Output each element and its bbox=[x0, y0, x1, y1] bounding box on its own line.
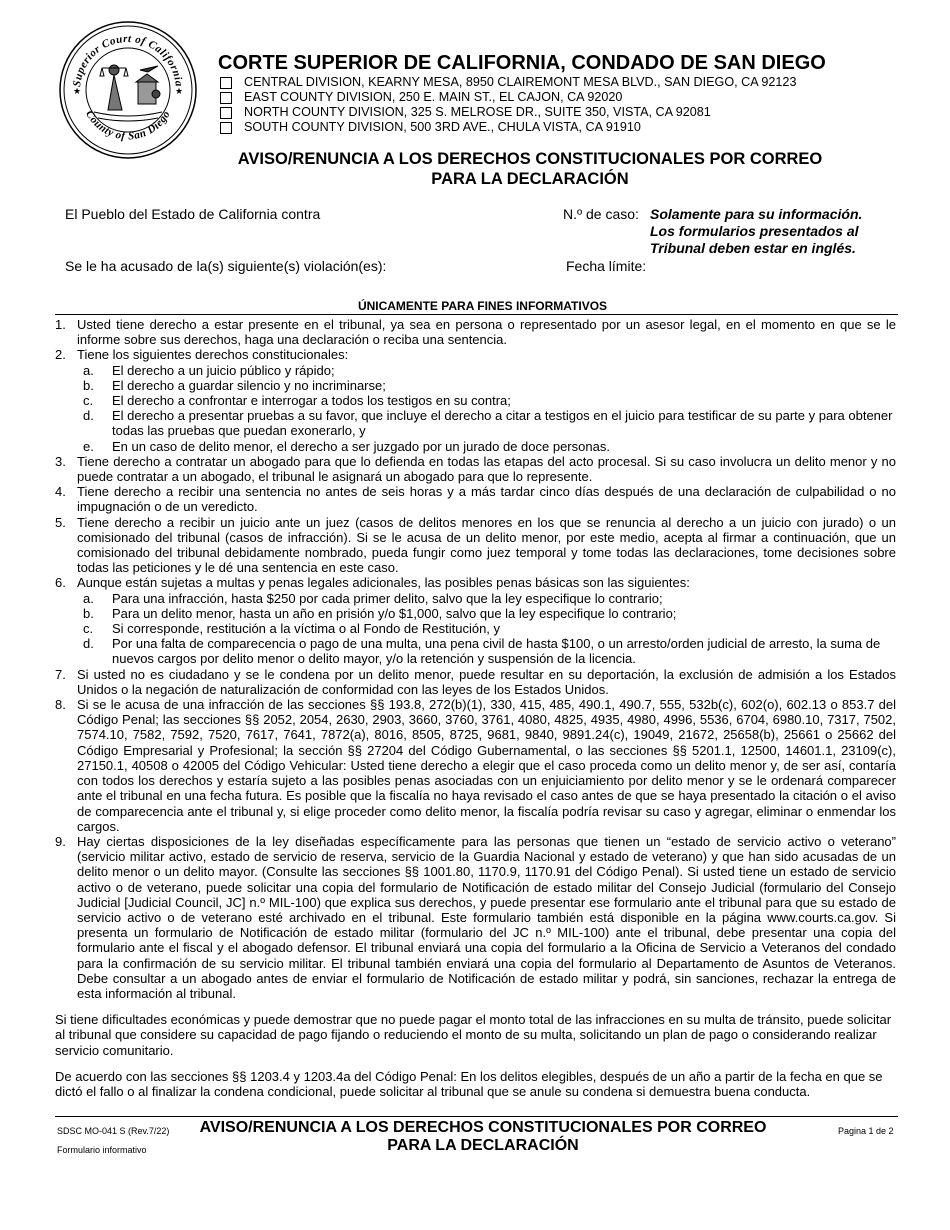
form-title bbox=[210, 149, 850, 189]
seal-illustration bbox=[94, 65, 162, 121]
item-letter: a. bbox=[83, 362, 94, 378]
item-text: Si usted no es ciudadano y se le condena por un delito menor, puede resultar en su deportación, la exclusión de admisión a los Estados Unidos o la negación de naturalización de conformidad con las leyes de los Estados Unidos. bbox=[77, 666, 896, 697]
item-text: Tiene los siguientes derechos constitucionales: bbox=[77, 347, 349, 363]
item-text: El derecho a presentar pruebas a su favor, que incluye el derecho a citar a testigos en el juicio para testificar de su parte y para obtener todas las pruebas que puedan exonerarlo, y bbox=[112, 408, 893, 439]
rights-list bbox=[55, 317, 896, 1099]
case-number-note bbox=[650, 206, 862, 257]
list-item bbox=[55, 317, 896, 347]
item-letter: e. bbox=[83, 438, 94, 454]
item-letter: b. bbox=[83, 377, 94, 393]
division-label: CENTRAL DIVISION, KEARNY MESA, 8950 CLAIREMONT MESA BLVD., SAN DIEGO, CA 92123 bbox=[244, 75, 797, 89]
item-text: Hay ciertas disposiciones de la ley diseñadas específicamente para las personas que tienen un “estado de servicio activo o veterano” (servicio militar activo, estado de servicio de reserva, servicio de la Guardia Nacional y estado de veterano) y que han sido acusadas de un delito menor o un delito mayor. (Consulte las secciones §§ 1001.80, 1170.9, 1170.91 del Código Penal). Si usted tiene un estado de servicio activo o de veterano, puede solicitar una copia del formulario de Notificación de estado militar del Consejo Judicial (formulario del Consejo Judicial [Judicial Council, JC] n.º MIL-100) que explica sus derechos, y puede presentar ese formulario ante el tribunal para que su estado de servicio activo o de veterano esté archivado en el tribunal. Este formulario también está disponible en la página www.courts.ca.gov. Si presenta un formulario de Notificación de estado militar (formulario del JC n.º MIL-100) ante el tribunal, debe presentar una copia del formulario ante el fiscal y el abogado defensor. El tribunal enviará una copia del formulario a la Oficina de Servicio a Veteranos del condado para la confirmación de su servicio militar. El tribunal también enviará una copia del formulario al Departamento de Asuntos de Veteranos. Debe consultar a un abogado antes de enviar el formulario de Notificación de estado militar y podrá, sin sanciones, rechazar la entrega de esta información al tribunal. bbox=[77, 833, 896, 1001]
svg-text:★: ★ bbox=[72, 87, 82, 97]
item-text: Usted tiene derecho a estar presente en el tribunal, ya sea en persona o representado por un asesor legal, en el momento en que se le informe sobre sus derechos, haga una declaración o reciba una sentencia. bbox=[77, 317, 896, 348]
sub-item bbox=[55, 621, 896, 636]
people-caption: El Pueblo del Estado de California contra bbox=[65, 206, 321, 222]
item-number: 2. bbox=[55, 347, 66, 363]
heading-divider bbox=[55, 314, 898, 315]
division-label: SOUTH COUNTY DIVISION, 500 3RD AVE., CHULA VISTA, CA 91910 bbox=[244, 120, 641, 134]
list-item bbox=[55, 347, 896, 362]
sub-item bbox=[55, 363, 896, 378]
division-label: EAST COUNTY DIVISION, 250 E. MAIN ST., EL CAJON, CA 92020 bbox=[244, 90, 623, 104]
item-text: Aunque están sujetas a multas y penas legales adicionales, las posibles penas básicas son las siguientes: bbox=[77, 575, 690, 591]
page-number: Pagina 1 de 2 bbox=[838, 1126, 894, 1136]
division-option-central bbox=[220, 75, 796, 90]
item-number: 4. bbox=[55, 484, 66, 500]
east-division-checkbox[interactable] bbox=[220, 92, 232, 104]
division-option-east bbox=[220, 90, 796, 105]
item-text: Para una infracción, hasta $250 por cada primer delito, salvo que la ley especifique lo contrario; bbox=[112, 590, 663, 606]
case-note-line: Tribunal deben estar en inglés. bbox=[650, 240, 856, 256]
item-text: Si corresponde, restitución a la víctima o al Fondo de Restitución, y bbox=[112, 621, 501, 637]
footer-title bbox=[176, 1119, 790, 1155]
svg-text:Superior Court of California bbox=[71, 33, 185, 88]
court-seal bbox=[58, 20, 198, 160]
division-option-south bbox=[220, 120, 796, 135]
footer-title-line1: AVISO/RENUNCIA A LOS DERECHOS CONSTITUCIONALES POR CORREO bbox=[199, 1119, 767, 1136]
court-title: CORTE SUPERIOR DE CALIFORNIA, CONDADO DE SAN DIEGO bbox=[218, 52, 826, 74]
case-note-line: Los formularios presentados al bbox=[650, 223, 859, 239]
sub-item bbox=[55, 408, 896, 438]
sub-item bbox=[55, 606, 896, 621]
item-letter: b. bbox=[83, 605, 94, 621]
list-item bbox=[55, 454, 896, 484]
case-number-label: N.º de caso: bbox=[563, 206, 639, 222]
list-item bbox=[55, 697, 896, 834]
item-text: El derecho a confrontar e interrogar a todos los testigos en su contra; bbox=[112, 393, 511, 409]
item-number: 5. bbox=[55, 514, 66, 530]
seal-text-bottom: County of San Diego bbox=[83, 108, 173, 143]
list-item bbox=[55, 667, 896, 697]
info-only-heading: ÚNICAMENTE PARA FINES INFORMATIVOS bbox=[357, 299, 608, 313]
sub-item bbox=[55, 591, 896, 606]
list-item bbox=[55, 484, 896, 514]
footer-divider bbox=[55, 1116, 898, 1117]
sub-item bbox=[55, 393, 896, 408]
central-division-checkbox[interactable] bbox=[220, 77, 232, 89]
item-text: En un caso de delito menor, el derecho a ser juzgado por un jurado de doce personas. bbox=[112, 438, 610, 454]
item-letter: d. bbox=[83, 408, 94, 424]
item-text: Tiene derecho a recibir un juicio ante un juez (casos de delitos menores en los que se renuncia al derecho a un juicio con jurado) o un comisionado del tribunal (casos de infracción). Si se le acusa de un delito menor, por este medio, acepta al firmar a continuación, que un comisionado del tribunal debidamente nombrado, pueda fungir como juez temporal y tome todas las declaraciones, tome decisiones sobre todas las peticiones y le dé una sentencia en este caso. bbox=[77, 514, 896, 576]
list-item bbox=[55, 834, 896, 1001]
north-division-checkbox[interactable] bbox=[220, 107, 232, 119]
seal-text-top: Superior Court of California bbox=[71, 32, 185, 88]
item-number: 8. bbox=[55, 697, 66, 713]
item-number: 1. bbox=[55, 317, 66, 332]
sub-item bbox=[55, 378, 896, 393]
division-option-north bbox=[220, 105, 796, 120]
form-title-line1: AVISO/RENUNCIA A LOS DERECHOS CONSTITUCIONALES POR CORREO bbox=[237, 150, 823, 168]
item-number: 3. bbox=[55, 453, 66, 469]
item-letter: d. bbox=[83, 636, 94, 652]
violations-label: Se le ha acusado de la(s) siguiente(s) violación(es): bbox=[65, 258, 387, 274]
item-text: Por una falta de comparecencia o pago de una multa, una pena civil de hasta $100, o un arresto/orden judicial de arresto, la suma de nuevos cargos por delito menor o delito mayor, y/o la retención y suspensión de la licencia. bbox=[112, 636, 881, 667]
case-note-line: Solamente para su información. bbox=[650, 206, 863, 222]
division-label: NORTH COUNTY DIVISION, 325 S. MELROSE DR., SUITE 350, VISTA, CA 92081 bbox=[244, 105, 711, 119]
footer-title-line2: PARA LA DECLARACIÓN bbox=[387, 1137, 579, 1154]
item-letter: a. bbox=[83, 590, 94, 606]
payment-paragraph: Si tiene dificultades económicas y puede demostrar que no puede pagar el monto total de las infracciones en su multa de tránsito, puede solicitar al tribunal que considere su capacidad de pago fijando o reduciendo el monto de su multa, solicitando un plan de pago o considerando realizar servicio comunitario. bbox=[55, 1012, 892, 1058]
item-text: Tiene derecho a contratar un abogado para que lo defienda en todas las etapas del acto procesal. Si su caso involucra un delito menor y no puede contratar a un abogado, el tribunal le asignará un abogado para que lo represente. bbox=[77, 453, 896, 485]
sub-item bbox=[55, 439, 896, 454]
item-letter: c. bbox=[83, 621, 94, 637]
svg-text:County of San Diego bbox=[83, 109, 173, 143]
deadline-label: Fecha límite: bbox=[566, 258, 647, 274]
form-number: SDSC MO-041 S (Rev.7/22) bbox=[57, 1126, 170, 1136]
item-number: 7. bbox=[55, 666, 66, 682]
item-text: Tiene derecho a recibir una sentencia no antes de seis horas y a más tardar cinco días después de una declaración de culpabilidad o no impugnación o de un veredicto. bbox=[77, 484, 896, 515]
form-type: Formulario informativo bbox=[57, 1145, 147, 1155]
svg-text:★: ★ bbox=[174, 87, 184, 97]
item-letter: c. bbox=[83, 393, 94, 409]
south-division-checkbox[interactable] bbox=[220, 122, 232, 134]
item-number: 6. bbox=[55, 575, 66, 591]
sub-item bbox=[55, 636, 896, 666]
item-text: Si se le acusa de una infracción de las secciones §§ 193.8, 272(b)(1), 330, 415, 485, 490.1, 490.7, 555, 532b(c), 602(o), 602.13 o 853.7 del Código Penal; las secciones §§ 2052, 2054, 2630, 2903, 3660, 3760, 3761, 4080, 4825, 4935, 4980, 4996, 5536, 6704, 6980.10, 7317, 7502, 7574.10, 7582, 7592, 7520, 7617, 7641, 7872(a), 8016, 8505, 8725, 9681, 9840, 9891.24(c), 19049, 21672, 25658(b), 25661 o 25662 del Código Empresarial y Profesional; la sección §§ 27204 del Código Gubernamental, o las secciones §§ 5201.1, 12500, 14601.1, 23109(c), 27150.1, 40508 o 42005 del Código Vehicular: Usted tiene derecho a elegir que el caso proceda como un delito menor y, de ser así, contaría con todos los derechos y estaría sujeto a las posibles penas asociadas con un enjuiciamiento por delito menor y se le ordenará comparecer ante el tribunal en una fecha futura. Es posible que la fiscalía no haya revisado el caso antes de que se haya presentado la citación o el aviso de comparecencia ante el tribunal y, si elige proceder como delito menor, la fiscalía podría revisar su caso y agregar, eliminar o enmendar los cargos. bbox=[77, 697, 896, 834]
division-list bbox=[220, 75, 796, 135]
item-text: El derecho a un juicio público y rápido; bbox=[112, 362, 335, 378]
item-text: Para un delito menor, hasta un año en prisión y/o $1,000, salvo que la ley especifique lo contrario; bbox=[112, 605, 677, 621]
item-text: El derecho a guardar silencio y no incriminarse; bbox=[112, 377, 386, 393]
list-item bbox=[55, 575, 896, 590]
form-title-line2: PARA LA DECLARACIÓN bbox=[431, 170, 629, 188]
item-number: 9. bbox=[55, 833, 66, 849]
expungement-paragraph: De acuerdo con las secciones §§ 1203.4 y 1203.4a del Código Penal: En los delitos elegibles, después de un año a partir de la fecha en que se dictó el fallo o al finalizar la condena condicional, puede solicitar al tribunal que se anule su condena si demuestra buena conducta. bbox=[55, 1068, 883, 1099]
list-item bbox=[55, 515, 896, 576]
